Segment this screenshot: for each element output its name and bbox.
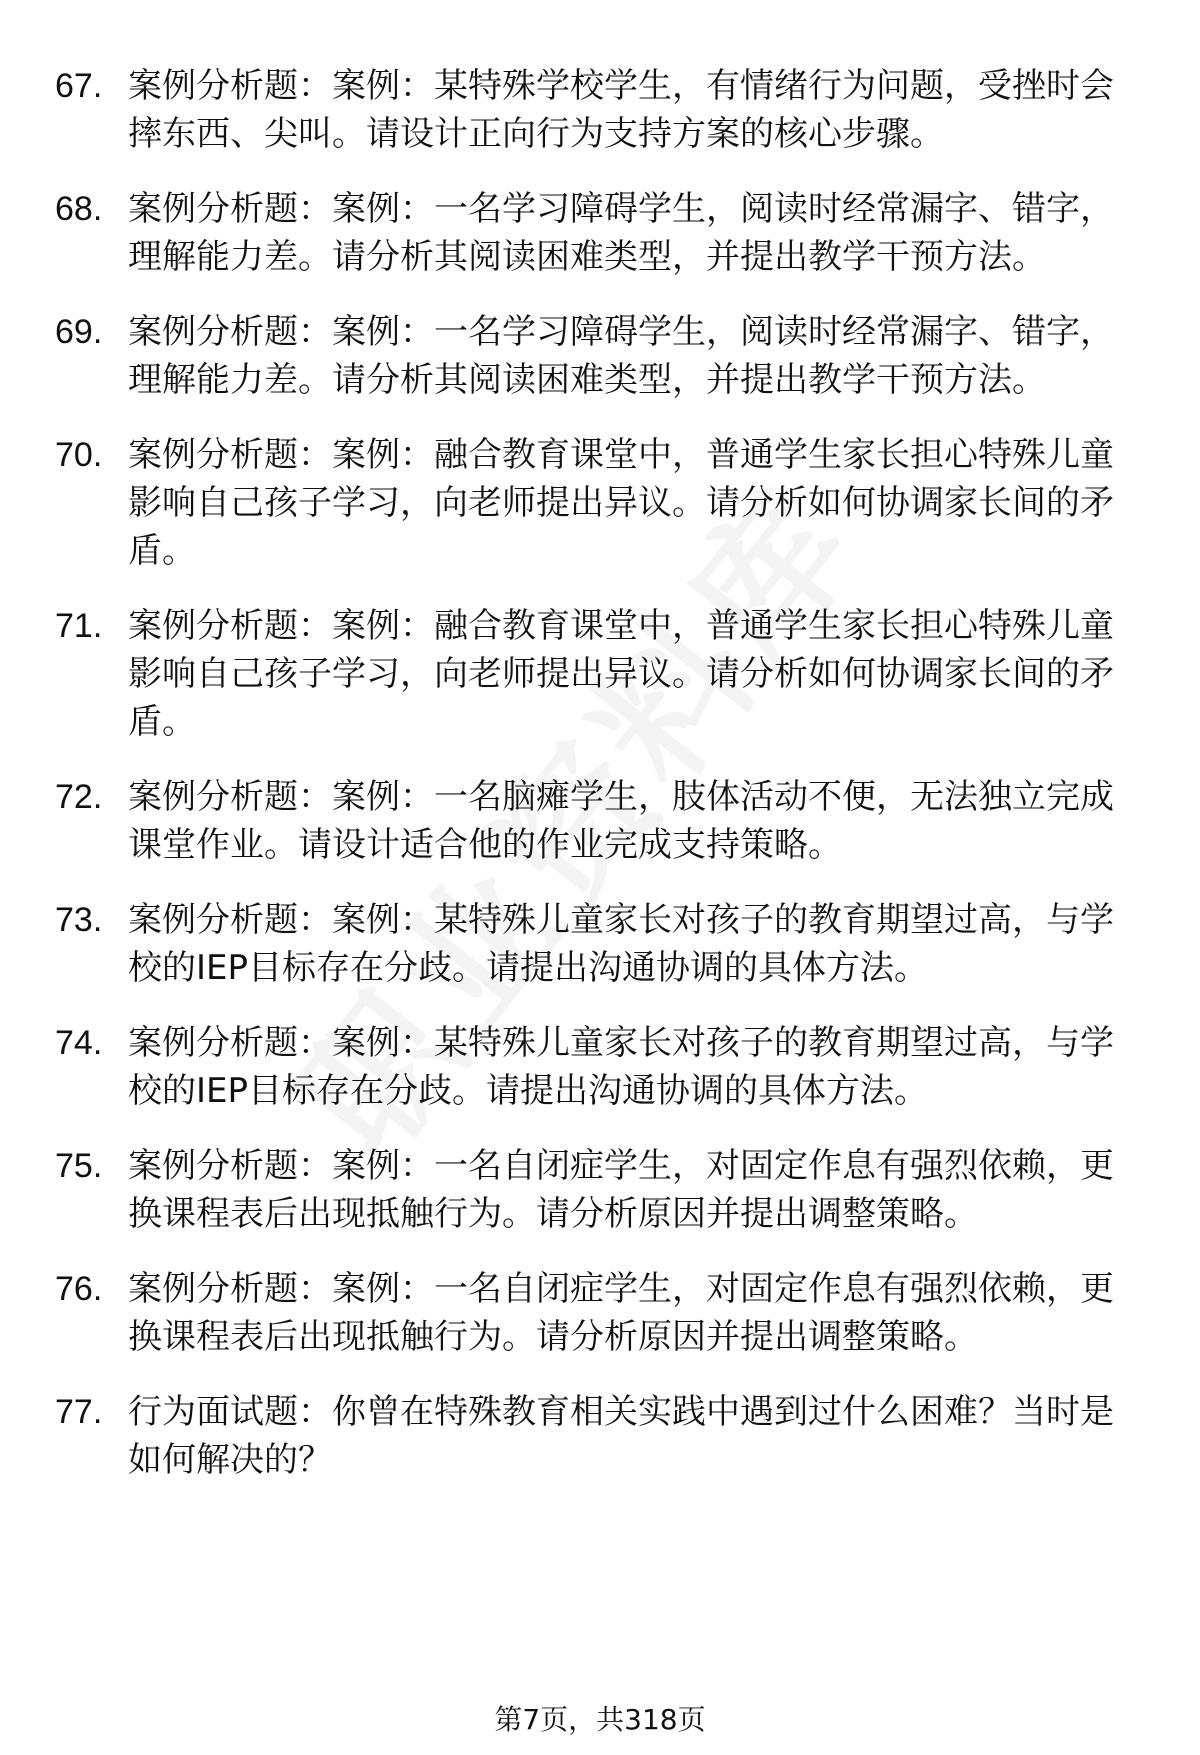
question-number: 68.: [55, 190, 103, 228]
question-number: 70.: [55, 436, 103, 474]
question-text: 案例分析题：案例：一名脑瘫学生，肢体活动不便，无法独立完成课堂作业。请设计适合他的作业完成支持策略。: [128, 777, 1114, 865]
question-list: [0, 62, 1200, 1511]
question-number: 77.: [55, 1393, 103, 1431]
question-item: [0, 185, 1200, 281]
question-number: 75.: [55, 1147, 103, 1185]
question-text: 案例分析题：案例：一名学习障碍学生，阅读时经常漏字、错字，理解能力差。请分析其阅读困难类型，并提出教学干预方法。: [128, 189, 1114, 277]
question-text: 行为面试题：你曾在特殊教育相关实践中遇到过什么困难？当时是如何解决的？: [128, 1392, 1114, 1480]
question-text: 案例分析题：案例：一名自闭症学生，对固定作息有强烈依赖，更换课程表后出现抵触行为。请分析原因并提出调整策略。: [128, 1269, 1114, 1357]
question-text: 案例分析题：案例：某特殊儿童家长对孩子的教育期望过高，与学校的IEP目标存在分歧。请提出沟通协调的具体方法。: [128, 900, 1114, 988]
question-number: 69.: [55, 313, 103, 351]
question-text: 案例分析题：案例：某特殊学校学生，有情绪行为问题，受挫时会摔东西、尖叫。请设计正向行为支持方案的核心步骤。: [128, 66, 1114, 154]
question-text: 案例分析题：案例：融合教育课堂中，普通学生家长担心特殊儿童影响自己孩子学习，向老师提出异议。请分析如何协调家长间的矛盾。: [128, 435, 1114, 571]
question-text: 案例分析题：案例：一名自闭症学生，对固定作息有强烈依赖，更换课程表后出现抵触行为。请分析原因并提出调整策略。: [128, 1146, 1114, 1234]
question-item: [0, 602, 1200, 746]
question-number: 74.: [55, 1024, 103, 1062]
question-item: [0, 1019, 1200, 1115]
question-number: 71.: [55, 607, 103, 645]
question-item: [0, 896, 1200, 992]
question-item: [0, 1388, 1200, 1484]
question-item: [0, 431, 1200, 575]
question-number: 76.: [55, 1270, 103, 1308]
question-item: [0, 1265, 1200, 1361]
question-text: 案例分析题：案例：某特殊儿童家长对孩子的教育期望过高，与学校的IEP目标存在分歧。请提出沟通协调的具体方法。: [128, 1023, 1114, 1111]
page-footer: 第7页，共318页: [494, 1703, 706, 1736]
question-item: [0, 773, 1200, 869]
question-number: 73.: [55, 901, 103, 939]
question-number: 72.: [55, 778, 103, 816]
question-item: [0, 1142, 1200, 1238]
question-item: [0, 308, 1200, 404]
question-item: [0, 62, 1200, 158]
question-text: 案例分析题：案例：一名学习障碍学生，阅读时经常漏字、错字，理解能力差。请分析其阅读困难类型，并提出教学干预方法。: [128, 312, 1114, 400]
question-text: 案例分析题：案例：融合教育课堂中，普通学生家长担心特殊儿童影响自己孩子学习，向老师提出异议。请分析如何协调家长间的矛盾。: [128, 606, 1114, 742]
question-number: 67.: [55, 67, 103, 105]
